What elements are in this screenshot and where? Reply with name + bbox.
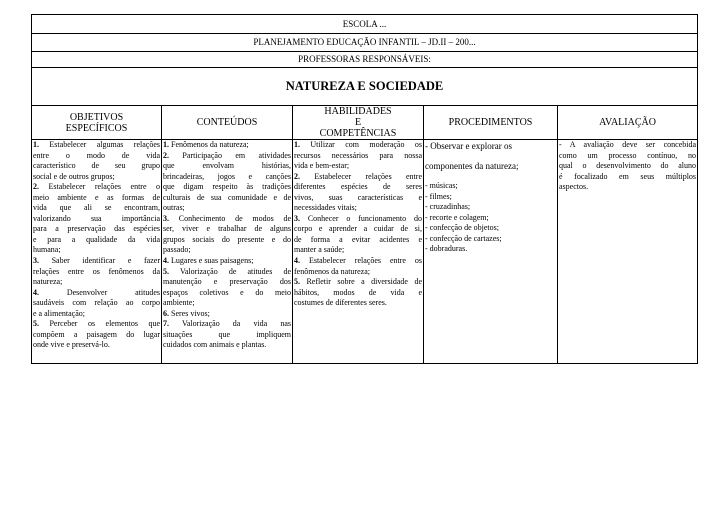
objetivo-line: 4. Desenvolver atitudes <box>33 287 160 297</box>
objetivos-cell <box>32 140 162 364</box>
procedimento-item: - confecção de cartazes; <box>425 233 502 243</box>
habilidade-line: hábitos, modos de vida e <box>294 287 422 297</box>
habilidade-line: 1. Utilizar com moderação os <box>294 140 422 149</box>
conteudo-line: grupos sociais do presente e do <box>163 234 291 244</box>
conteudo-line: cuidados com animais e plantas. <box>163 340 267 350</box>
objetivo-line: onde vive e preservá-lo. <box>33 340 110 350</box>
conteudo-line: passado; <box>163 245 191 255</box>
teachers-label: PROFESSORAS RESPONSÁVEIS: <box>32 52 698 68</box>
section-title: NATUREZA E SOCIEDADE <box>32 68 698 106</box>
objetivo-line: e para a qualidade da vida <box>33 234 160 244</box>
procedimento-componentes: componentes da natureza; <box>425 161 519 171</box>
objetivo-line: valorizando sua importância <box>33 213 160 223</box>
objetivo-line: 3. Saber identificar e fazer <box>33 256 160 266</box>
habilidade-line: 2. Estabelecer relações entre <box>294 171 422 181</box>
planning-table <box>31 14 698 364</box>
habilidade-line: de forma a evitar acidentes e <box>294 234 422 244</box>
objetivo-line: entre o modo de vida <box>33 150 160 160</box>
habilidade-line: costumes de diferentes seres. <box>294 298 387 308</box>
objetivo-line: saudáveis com relação ao corpo <box>33 298 160 308</box>
col-header-procedimentos: PROCEDIMENTOS <box>424 106 558 140</box>
conteudo-line: outras; <box>163 203 185 213</box>
objetivo-line: 2. Estabelecer relações entre o <box>33 182 160 192</box>
col-header-habilidades: HABILIDADES E COMPETÊNCIAS <box>293 106 424 140</box>
procedimento-item: - músicas; <box>425 181 458 190</box>
habilidade-line: vivos, suas características e <box>294 192 422 202</box>
avaliacao-line: aspectos. <box>559 182 589 192</box>
habilidade-line: 5. Refletir sobre a diversidade de <box>294 277 422 287</box>
col-header-conteudos: CONTEÚDOS <box>162 106 293 140</box>
habilidades-cell <box>293 140 424 364</box>
objetivo-line: característico de seu grupo <box>33 161 160 171</box>
habilidade-line: fenômenos da natureza; <box>294 266 370 276</box>
objetivo-line: humana; <box>33 245 61 255</box>
conteudo-line: culturais de sua comunidade e de <box>163 192 291 202</box>
objetivo-line: meio ambiente e as formas de <box>33 192 160 202</box>
conteudo-line: que envolvam histórias, <box>163 161 291 171</box>
objetivo-line: natureza; <box>33 277 63 287</box>
objetivo-line: e a alimentação; <box>33 308 85 318</box>
habilidade-line: necessidades vitais; <box>294 203 357 213</box>
col-header-objetivos: OBJETIVOS ESPECÍFICOS <box>32 106 162 140</box>
objetivo-line: 5. Perceber os elementos que <box>33 319 160 329</box>
conteudo-line: 6. Seres vivos; <box>163 308 210 318</box>
conteudo-line: ser, viver e trabalhar de alguns <box>163 224 291 234</box>
avaliacao-line: qual o desenvolvimento do aluno <box>559 161 697 171</box>
habilidade-line: vida e bem-estar; <box>294 161 350 171</box>
conteudo-line: 5. Valorização de atitudes de <box>163 266 291 276</box>
conteudos-cell <box>162 140 293 364</box>
habilidade-line: 4. Estabelecer relações entre os <box>294 256 422 266</box>
conteudo-line: brincadeiras, jogos e canções <box>163 171 291 181</box>
plan-title: PLANEJAMENTO EDUCAÇÃO INFANTIL – JD.II – 200... <box>32 34 698 52</box>
conteudo-line: 4. Lugares e suas paisagens; <box>163 256 254 266</box>
habilidade-line: diferentes espécies de seres <box>294 182 422 192</box>
conteudo-line: espaços coletivos e do meio <box>163 287 291 297</box>
habilidade-line: 3. Conhecer o funcionamento do <box>294 213 422 223</box>
procedimento-item: - dobraduras. <box>425 244 468 254</box>
school-name: ESCOLA ... <box>32 15 698 34</box>
objetivo-line: para a preservação das espécies <box>33 224 160 234</box>
objetivos-text <box>33 140 160 351</box>
conteudos-text <box>163 140 291 351</box>
avaliacao-text <box>559 140 696 193</box>
habilidade-line: recursos necessários para nossa <box>294 150 422 160</box>
col-header-avaliacao: AVALIAÇÃO <box>558 106 698 140</box>
conteudo-line: que digam respeito às tradições <box>163 182 291 192</box>
conteudo-line: situações que impliquem <box>163 329 291 339</box>
objetivo-line: social e de outros grupos; <box>33 171 115 181</box>
conteudo-line: manutenção e preservação dos <box>163 277 291 287</box>
procedimentos-list <box>425 181 556 255</box>
avaliacao-line: - A avaliação deve ser concebida <box>559 140 697 149</box>
habilidade-line: corpo e aprender a cuidar de si, <box>294 224 422 234</box>
conteudo-line: 3. Conhecimento de modos de <box>163 213 291 223</box>
procedimento-item: - filmes; <box>425 191 452 201</box>
procedimento-observar: - Observar e explorar os <box>425 141 512 151</box>
conteudo-line: 2. Participação em atividades <box>163 150 291 160</box>
avaliacao-cell <box>558 140 698 364</box>
objetivo-line: relações entre os fenômenos da <box>33 266 160 276</box>
conteudo-line: ambiente; <box>163 298 195 308</box>
avaliacao-line: é focalizado em seus múltiplos <box>559 171 697 181</box>
habilidade-line: manter a saúde; <box>294 245 345 255</box>
conteudo-line: 7. Valorização da vida nas <box>163 319 291 329</box>
avaliacao-line: como um processo contínuo, no <box>559 150 697 160</box>
procedimento-item: - recorte e colagem; <box>425 212 489 222</box>
objetivo-line: 1. Estabelecer algumas relações <box>33 140 160 149</box>
procedimento-item: - confecção de objetos; <box>425 223 499 233</box>
procedimentos-cell <box>424 140 558 364</box>
procedimento-item: - cruzadinhas; <box>425 202 471 212</box>
objetivo-line: vida que ali se encontram, <box>33 203 160 213</box>
conteudo-line: 1. Fenômenos da natureza; <box>163 140 249 149</box>
objetivo-line: compõem a paisagem do lugar <box>33 329 160 339</box>
habilidades-text <box>294 140 422 309</box>
